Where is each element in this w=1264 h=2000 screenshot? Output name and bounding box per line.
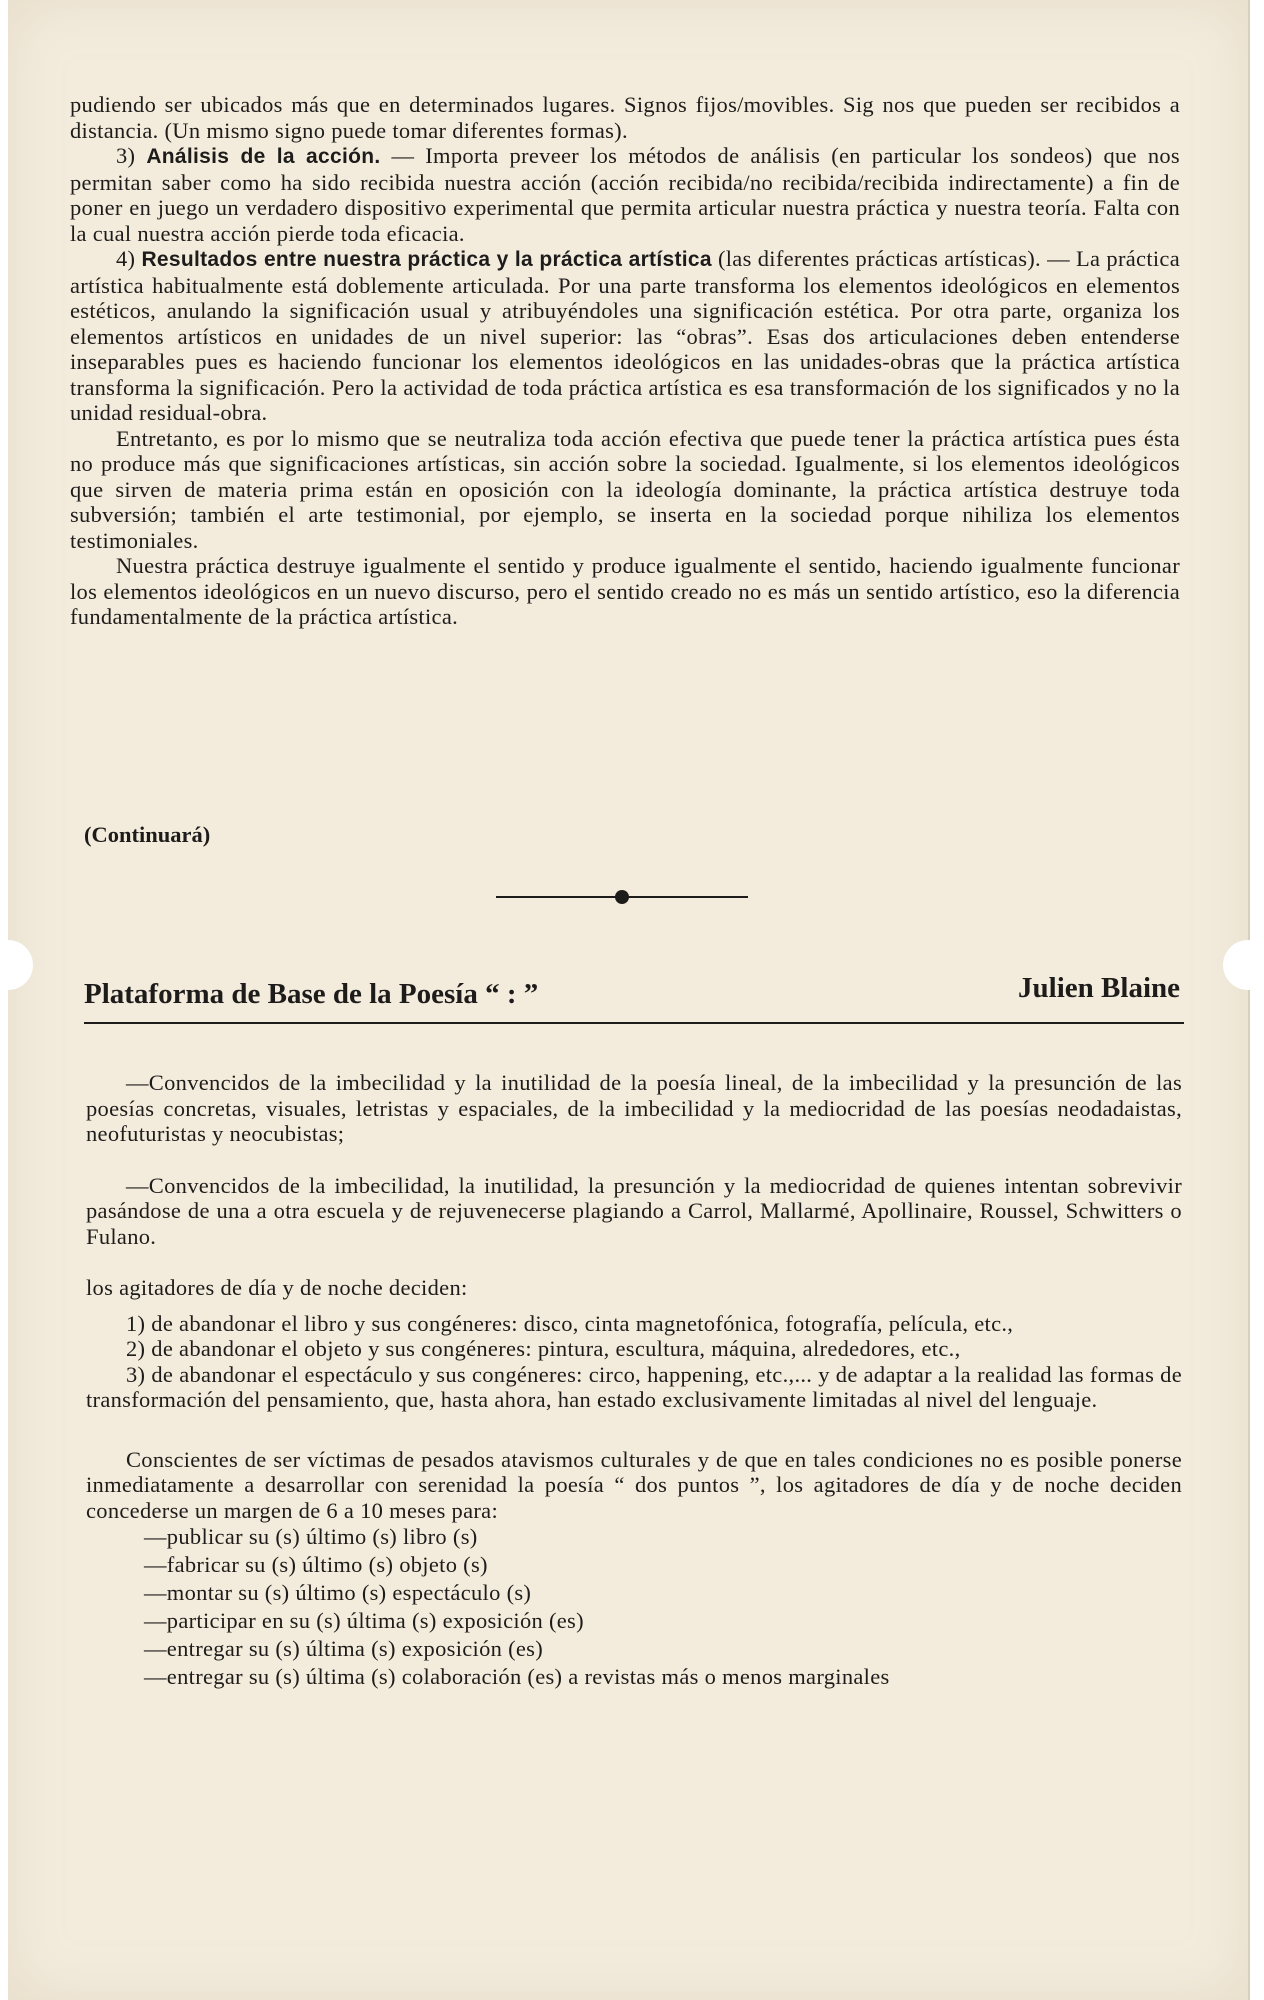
action-list — [86, 1523, 1182, 1691]
manifesto-title: Plataforma de Base de la Poesía “ : ” — [84, 978, 539, 1010]
essay-paragraph-intro: pudiendo ser ubicados más que en determinados lugares. Signos fijos/movibles. Sig nos que pueden ser recibidos a distancia. (Un mismo signo puede tomar diferentes formas). — [70, 92, 1180, 143]
action-list-item: —fabricar su (s) último (s) objeto (s) — [144, 1552, 488, 1577]
action-list-item: —montar su (s) último (s) espectáculo (s) — [144, 1580, 532, 1605]
essay-paragraph-5: Entretanto, es por lo mismo que se neutraliza toda acción efectiva que puede tener la práctica artística pues ésta no produce más que significaciones artísticas, sin acción sobre la sociedad. Igualmente, si los elementos ideológicos que sirven de materia prima están en oposición con la ideología dominante, la práctica artística destruye toda subversión; también el arte testimonial, por ejemplo, se inserta en la sociedad porque nihiliza los elementos testimoniales. — [70, 425, 1180, 553]
action-list-item: —entregar su (s) última (s) exposición (es) — [144, 1636, 544, 1661]
paragraph-number: 3) — [116, 143, 136, 168]
essay-continuation — [70, 92, 1180, 630]
essay-paragraph-6: Nuestra práctica destruye igualmente el sentido y produce igualmente el sentido, haciendo igualmente funcionar los elementos ideológicos en un nuevo discurso, pero el sentido creado no es más un sentido artístico, eso la diferencia fundamentalmente de la práctica artística. — [70, 553, 1180, 629]
binding-notch-left — [0, 940, 33, 990]
manifesto-paragraph-2: —Convencidos de la imbecilidad, la inutilidad, la presunción y la mediocridad de quienes intentan sobrevivir pasándose de una a otra escuela y de rejuvenecerse plagiando a Carrol, Mallarmé, Apollinaire, Roussel, Schwitters o Fulano. — [86, 1172, 1182, 1249]
manifesto-decide-intro: los agitadores de día y de noche deciden: — [86, 1275, 468, 1300]
action-list-item: —participar en su (s) última (s) exposición (es) — [144, 1608, 584, 1633]
decision-list — [86, 1311, 1182, 1413]
paragraph-text: — Importa preveer los métodos de análisis (en particular los sondeos) que nos permitan saber como ha sido recibida nuestra acción (acción recibida/no recibida/recibida indirectamente) a fin de poner en juego un verdadero dispositivo experimental que permita articular nuestra práctica y nuestra teoría. Falta con la cual nuestra acción pierde toda eficacia. — [70, 143, 1180, 246]
manifesto-author: Julien Blaine — [1018, 972, 1180, 1004]
section-heading-analisis: Análisis de la acción. — [146, 145, 381, 168]
paragraph-number: 4) — [116, 246, 136, 271]
continued-note: (Continuará) — [84, 822, 211, 847]
divider-dot — [615, 890, 629, 904]
title-underline — [84, 1022, 1184, 1024]
section-heading-resultados: Resultados entre nuestra práctica y la práctica artística — [141, 248, 712, 271]
essay-paragraph-3 — [70, 143, 1180, 246]
decision-item: 2) de abandonar el objeto y sus congéneres: pintura, escultura, máquina, alrededores, etc., — [126, 1336, 961, 1361]
manifesto-paragraph-1: —Convencidos de la imbecilidad y la inutilidad de la poesía lineal, de la imbecilidad y la presunción de las poesías concretas, visuales, letristas y espaciales, de la imbecilidad y la mediocridad de las poesías neodadaistas, neofuturistas y neocubistas; — [86, 1070, 1182, 1146]
decision-item: 1) de abandonar el libro y sus congéneres: disco, cinta magnetofónica, fotografía, película, etc., — [126, 1310, 1014, 1336]
binding-notch-right — [1223, 940, 1264, 990]
manifesto-paragraph-3: Conscientes de ser víctimas de pesados atavismos culturales y de que en tales condiciones no es posible ponerse inmediatamente a desarrollar con serenidad la poesía “ dos puntos ”, los agitadores de día y de noche deciden concederse un margen de 6 a 10 meses para: — [86, 1446, 1182, 1523]
page-sheet — [8, 0, 1250, 2000]
action-list-item: —publicar su (s) último (s) libro (s) — [144, 1524, 478, 1549]
decision-item: 3) de abandonar el espectáculo y sus congéneres: circo, happening, etc.,... y de adaptar a la realidad las formas de transformación del pensamiento, que, hasta ahora, han estado exclusivamente limitadas al nivel del lenguaje. — [86, 1361, 1182, 1412]
action-list-item: —entregar su (s) última (s) colaboración (es) a revistas más o menos marginales — [144, 1664, 890, 1689]
essay-paragraph-4 — [70, 246, 1180, 426]
manifesto-body — [86, 1070, 1182, 1691]
paragraph-text: (las diferentes prácticas artísticas). — La práctica artística habitualmente está doblemente articulada. Por una parte transforma los elementos ideológicos en elementos estéticos, anulando la significación usual y atribuyéndoles una significación estética. Por otra parte, organiza los elementos artísticos en unidades de un nivel superior: las “obras”. Esas dos articulaciones deben entenderse inseparables pues es haciendo funcionar los elementos ideológicos en las unidades-obras que la práctica artística transforma la significación. Pero la actividad de toda práctica artística es esa transformación de los significados y no la unidad residual-obra. — [70, 246, 1180, 425]
manifesto-title-row — [84, 972, 1184, 1024]
